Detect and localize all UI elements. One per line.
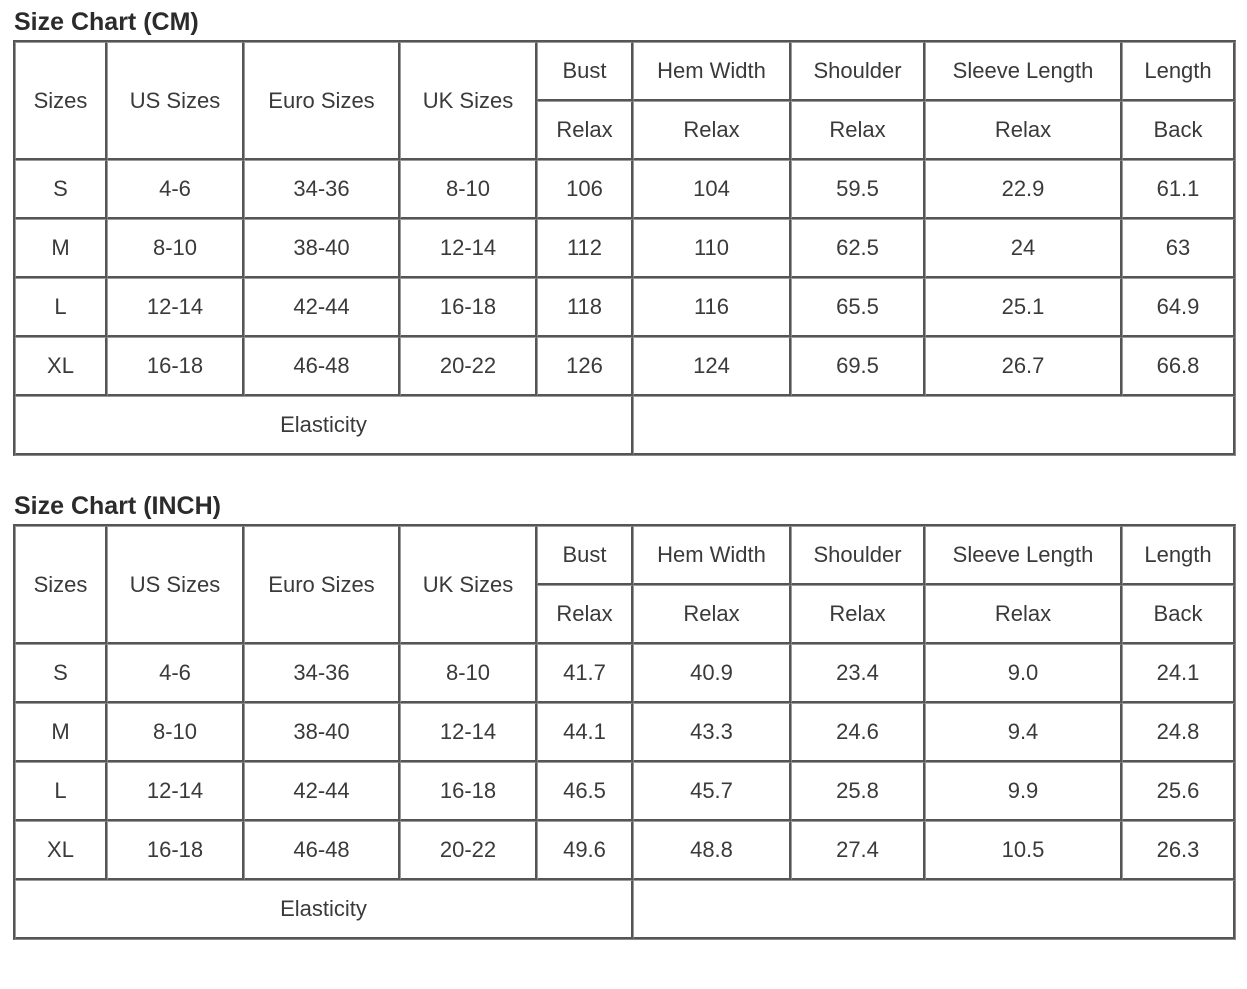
cell-uk-size: 16-18 bbox=[400, 762, 537, 821]
cell-length: 24.8 bbox=[1122, 703, 1235, 762]
cell-size: XL bbox=[15, 821, 107, 880]
cell-size: S bbox=[15, 644, 107, 703]
cell-length: 63 bbox=[1122, 219, 1235, 278]
cell-size: M bbox=[15, 219, 107, 278]
header-uk-sizes: UK Sizes bbox=[400, 42, 537, 160]
cell-length: 66.8 bbox=[1122, 337, 1235, 396]
header-sizes: Sizes bbox=[15, 42, 107, 160]
cell-shoulder: 27.4 bbox=[791, 821, 925, 880]
header-row bbox=[15, 526, 1235, 585]
cell-length: 64.9 bbox=[1122, 278, 1235, 337]
cell-shoulder: 23.4 bbox=[791, 644, 925, 703]
cell-shoulder: 65.5 bbox=[791, 278, 925, 337]
cell-euro-size: 46-48 bbox=[244, 821, 400, 880]
cell-bust: 41.7 bbox=[537, 644, 633, 703]
cell-bust: 46.5 bbox=[537, 762, 633, 821]
cell-euro-size: 38-40 bbox=[244, 219, 400, 278]
cell-size: L bbox=[15, 762, 107, 821]
cell-length: 24.1 bbox=[1122, 644, 1235, 703]
subheader-hem-width: Relax bbox=[633, 585, 791, 644]
header-sleeve-length: Sleeve Length bbox=[925, 526, 1122, 585]
cell-sleeve-length: 9.4 bbox=[925, 703, 1122, 762]
cell-uk-size: 12-14 bbox=[400, 703, 537, 762]
cell-bust: 118 bbox=[537, 278, 633, 337]
cell-uk-size: 20-22 bbox=[400, 821, 537, 880]
cell-uk-size: 12-14 bbox=[400, 219, 537, 278]
cell-hem-width: 48.8 bbox=[633, 821, 791, 880]
cell-hem-width: 104 bbox=[633, 160, 791, 219]
cell-shoulder: 62.5 bbox=[791, 219, 925, 278]
subheader-bust: Relax bbox=[537, 101, 633, 160]
cell-hem-width: 43.3 bbox=[633, 703, 791, 762]
subheader-sleeve-length: Relax bbox=[925, 585, 1122, 644]
header-hem-width: Hem Width bbox=[633, 42, 791, 101]
table-row bbox=[15, 278, 1235, 337]
cell-us-size: 16-18 bbox=[107, 337, 244, 396]
cell-sleeve-length: 22.9 bbox=[925, 160, 1122, 219]
subheader-shoulder: Relax bbox=[791, 585, 925, 644]
cell-uk-size: 8-10 bbox=[400, 160, 537, 219]
size-table bbox=[13, 40, 1236, 456]
cell-hem-width: 40.9 bbox=[633, 644, 791, 703]
cell-uk-size: 16-18 bbox=[400, 278, 537, 337]
elasticity-label: Elasticity bbox=[15, 880, 633, 939]
table-row bbox=[15, 160, 1235, 219]
cell-euro-size: 42-44 bbox=[244, 278, 400, 337]
header-hem-width: Hem Width bbox=[633, 526, 791, 585]
cell-uk-size: 8-10 bbox=[400, 644, 537, 703]
cell-uk-size: 20-22 bbox=[400, 337, 537, 396]
header-row bbox=[15, 42, 1235, 101]
header-us-sizes: US Sizes bbox=[107, 526, 244, 644]
cell-hem-width: 116 bbox=[633, 278, 791, 337]
cell-us-size: 4-6 bbox=[107, 644, 244, 703]
cell-us-size: 8-10 bbox=[107, 219, 244, 278]
size-chart-cm bbox=[13, 4, 1233, 456]
table-row bbox=[15, 644, 1235, 703]
header-sizes: Sizes bbox=[15, 526, 107, 644]
cell-sleeve-length: 26.7 bbox=[925, 337, 1122, 396]
cell-bust: 126 bbox=[537, 337, 633, 396]
cell-sleeve-length: 25.1 bbox=[925, 278, 1122, 337]
cell-us-size: 8-10 bbox=[107, 703, 244, 762]
header-shoulder: Shoulder bbox=[791, 42, 925, 101]
cell-shoulder: 25.8 bbox=[791, 762, 925, 821]
header-euro-sizes: Euro Sizes bbox=[244, 526, 400, 644]
subheader-bust: Relax bbox=[537, 585, 633, 644]
subheader-sleeve-length: Relax bbox=[925, 101, 1122, 160]
cell-shoulder: 59.5 bbox=[791, 160, 925, 219]
cell-hem-width: 110 bbox=[633, 219, 791, 278]
cell-size: L bbox=[15, 278, 107, 337]
cell-hem-width: 124 bbox=[633, 337, 791, 396]
header-us-sizes: US Sizes bbox=[107, 42, 244, 160]
cell-euro-size: 38-40 bbox=[244, 703, 400, 762]
elasticity-row bbox=[15, 880, 1235, 939]
header-euro-sizes: Euro Sizes bbox=[244, 42, 400, 160]
header-length: Length bbox=[1122, 42, 1235, 101]
cell-shoulder: 24.6 bbox=[791, 703, 925, 762]
size-table bbox=[13, 524, 1236, 940]
elasticity-label: Elasticity bbox=[15, 396, 633, 455]
cell-size: S bbox=[15, 160, 107, 219]
cell-bust: 49.6 bbox=[537, 821, 633, 880]
cell-length: 25.6 bbox=[1122, 762, 1235, 821]
cell-hem-width: 45.7 bbox=[633, 762, 791, 821]
elasticity-value bbox=[633, 880, 1235, 939]
cell-us-size: 4-6 bbox=[107, 160, 244, 219]
cell-bust: 112 bbox=[537, 219, 633, 278]
header-bust: Bust bbox=[537, 526, 633, 585]
table-row bbox=[15, 821, 1235, 880]
table-row bbox=[15, 703, 1235, 762]
cell-sleeve-length: 24 bbox=[925, 219, 1122, 278]
cell-length: 61.1 bbox=[1122, 160, 1235, 219]
cell-euro-size: 34-36 bbox=[244, 160, 400, 219]
chart-title: Size Chart (CM) bbox=[14, 8, 199, 36]
cell-us-size: 12-14 bbox=[107, 762, 244, 821]
header-length: Length bbox=[1122, 526, 1235, 585]
cell-euro-size: 46-48 bbox=[244, 337, 400, 396]
cell-us-size: 12-14 bbox=[107, 278, 244, 337]
size-chart-inch bbox=[13, 488, 1233, 940]
header-shoulder: Shoulder bbox=[791, 526, 925, 585]
chart-title: Size Chart (INCH) bbox=[14, 492, 221, 520]
cell-length: 26.3 bbox=[1122, 821, 1235, 880]
subheader-length: Back bbox=[1122, 101, 1235, 160]
cell-size: XL bbox=[15, 337, 107, 396]
cell-euro-size: 42-44 bbox=[244, 762, 400, 821]
cell-size: M bbox=[15, 703, 107, 762]
subheader-hem-width: Relax bbox=[633, 101, 791, 160]
cell-shoulder: 69.5 bbox=[791, 337, 925, 396]
cell-euro-size: 34-36 bbox=[244, 644, 400, 703]
cell-sleeve-length: 10.5 bbox=[925, 821, 1122, 880]
header-sleeve-length: Sleeve Length bbox=[925, 42, 1122, 101]
header-bust: Bust bbox=[537, 42, 633, 101]
cell-sleeve-length: 9.0 bbox=[925, 644, 1122, 703]
table-row bbox=[15, 219, 1235, 278]
cell-sleeve-length: 9.9 bbox=[925, 762, 1122, 821]
header-uk-sizes: UK Sizes bbox=[400, 526, 537, 644]
subheader-shoulder: Relax bbox=[791, 101, 925, 160]
elasticity-row bbox=[15, 396, 1235, 455]
cell-us-size: 16-18 bbox=[107, 821, 244, 880]
cell-bust: 44.1 bbox=[537, 703, 633, 762]
elasticity-value bbox=[633, 396, 1235, 455]
subheader-length: Back bbox=[1122, 585, 1235, 644]
table-row bbox=[15, 762, 1235, 821]
table-row bbox=[15, 337, 1235, 396]
cell-bust: 106 bbox=[537, 160, 633, 219]
